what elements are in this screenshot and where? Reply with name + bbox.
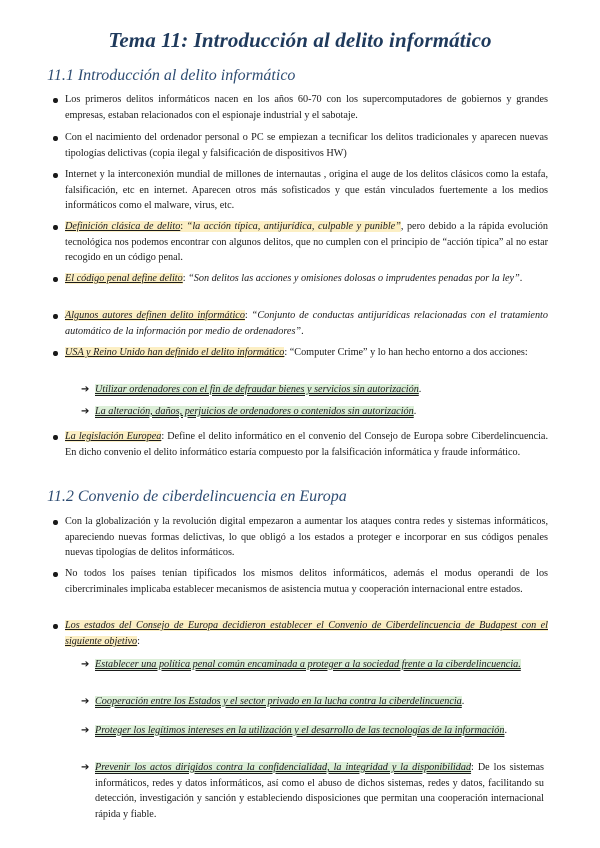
bullet-usa-reino-unido: USA y Reino Unido han definido el delito informático: “Computer Crime” y lo han hecho entorno a dos acciones: xyxy=(47,345,548,361)
section-heading-11-2: 11.2 Convenio de ciberdelincuencia en Europa xyxy=(47,488,347,505)
section-heading-11-1: 11.1 Introducción al delito informático xyxy=(47,67,296,84)
highlight-label: Definición clásica de delito xyxy=(65,221,181,232)
highlight-label: Los estados del Consejo de Europa decidieron establecer el Convenio de Ciberdelincuencia de Budapest con el siguiente objetivo xyxy=(65,620,548,647)
arrow-right-icon: ➔ xyxy=(81,384,90,395)
arrow-item-cooperacion: ➔ Cooperación entre los Estados y el sector privado en la lucha contra la ciberdelincuencia. xyxy=(81,694,544,710)
bullet-autores: Algunos autores definen delito informático: “Conjunto de conductas antijurídicas relacionadas con el tratamiento automático de la información por medio de ordenadores”. xyxy=(47,308,548,339)
arrow-item-politica-penal: ➔ Establecer una política penal común encaminada a proteger a la sociedad frente a la ciberdelincuencia. xyxy=(81,657,544,673)
arrow-right-icon: ➔ xyxy=(81,696,90,707)
bullet-dot xyxy=(53,225,58,230)
arrow-right-icon: ➔ xyxy=(81,762,90,773)
bullet-dot xyxy=(53,435,58,440)
bullet-estados-consejo: Los estados del Consejo de Europa decidieron establecer el Convenio de Ciberdelincuencia de Budapest con el siguiente objetivo: xyxy=(47,618,548,649)
arrow-item-alteracion: ➔ La alteración, daños, perjuicios de ordenadores o contenidos sin autorización. xyxy=(81,404,544,420)
bullet-dot xyxy=(53,520,58,525)
arrow-item-utilizar: ➔ Utilizar ordenadores con el fin de defraudar bienes y servicios sin autorización. xyxy=(81,382,544,398)
bullet-globalizacion: Con la globalización y la revolución digital empezaron a aumentar los ataques contra redes y sistemas informáticos, apareciendo nuevas formas delictivas, lo que obligó a los estados a proteger e incorporar en sus códigos penales nuevas tipologías de delitos informáticos. xyxy=(47,514,548,561)
bullet-ordenador-personal: Con el nacimiento del ordenador personal o PC se empiezan a tecnificar los delitos tradicionales y aparecen nuevas tipologías delictivas (copia ilegal y falsificación de dispositivos HW) xyxy=(47,130,548,161)
bullet-dot xyxy=(53,173,58,178)
bullet-codigo-penal: El código penal define delito: “Son delitos las acciones y omisiones dolosas o imprudentes penadas por la ley”. xyxy=(47,271,548,287)
bullet-no-todos-paises: No todos los países tenían tipificados los mismos delitos informáticos, además el modus operandi de los cibercriminales implicaba establecer mecanismos de asistencia mutua y cooperación internacional entre estados. xyxy=(47,566,548,597)
highlight-label: El código penal define delito xyxy=(65,273,183,284)
arrow-right-icon: ➔ xyxy=(81,406,90,417)
arrow-item-proteger: ➔ Proteger los legítimos intereses en la utilización y el desarrollo de las tecnologías de la información. xyxy=(81,723,544,739)
bullet-dot xyxy=(53,351,58,356)
page-title: Tema 11: Introducción al delito informático xyxy=(108,28,492,52)
bullet-dot xyxy=(53,572,58,577)
highlight-label: USA y Reino Unido han definido el delito informático xyxy=(65,347,285,358)
bullet-dot xyxy=(53,277,58,282)
bullet-legislacion-europea: La legislación Europea: Define el delito informático en el convenio del Consejo de Europa sobre Ciberdelincuencia. En dicho convenio el delito informático estaría compuesto por la falsificación informática y fraude informático. xyxy=(47,429,548,460)
bullet-dot xyxy=(53,624,58,629)
bullet-definicion-clasica: Definición clásica de delito: “la acción típica, antijurídica, culpable y punible”, pero debido a la rápida evolución tecnológica nos podemos encontrar con algunos delitos, que no cumplen con el principio de “acción típica” al no estar recogido en un código penal. xyxy=(47,219,548,266)
arrow-right-icon: ➔ xyxy=(81,725,90,736)
bullet-dot xyxy=(53,98,58,103)
bullet-dot xyxy=(53,136,58,141)
arrow-right-icon: ➔ xyxy=(81,659,90,670)
arrow-item-prevenir: ➔ Prevenir los actos dirigidos contra la confidencialidad, la integridad y la disponibilidad: De los sistemas informáticos, redes y datos informáticos, así como el abuso de dichos sistemas, redes y datos, facilitando su detección, investigación y sanción y estableciendo disposiciones que permitan una cooperación internacional rápida y fiable. xyxy=(81,762,544,820)
bullet-primeros-delitos: Los primeros delitos informáticos nacen en los años 60-70 con los supercomputadores de gobiernos y grandes empresas, estaban relacionados con el espionaje industrial y el sabotaje. xyxy=(47,92,548,123)
highlight-label: Algunos autores definen delito informático xyxy=(65,310,245,321)
bullet-internet: Internet y la interconexión mundial de millones de internautas , origina el auge de los delitos clásicos como la estafa, falsificación, etc en internet. Aparecen otros más sofisticados y que están vinculados fuertemente a los medios informáticos como el malware, virus, etc. xyxy=(47,167,548,214)
bullet-dot xyxy=(53,314,58,319)
highlight-label: La legislación Europea xyxy=(65,431,162,442)
